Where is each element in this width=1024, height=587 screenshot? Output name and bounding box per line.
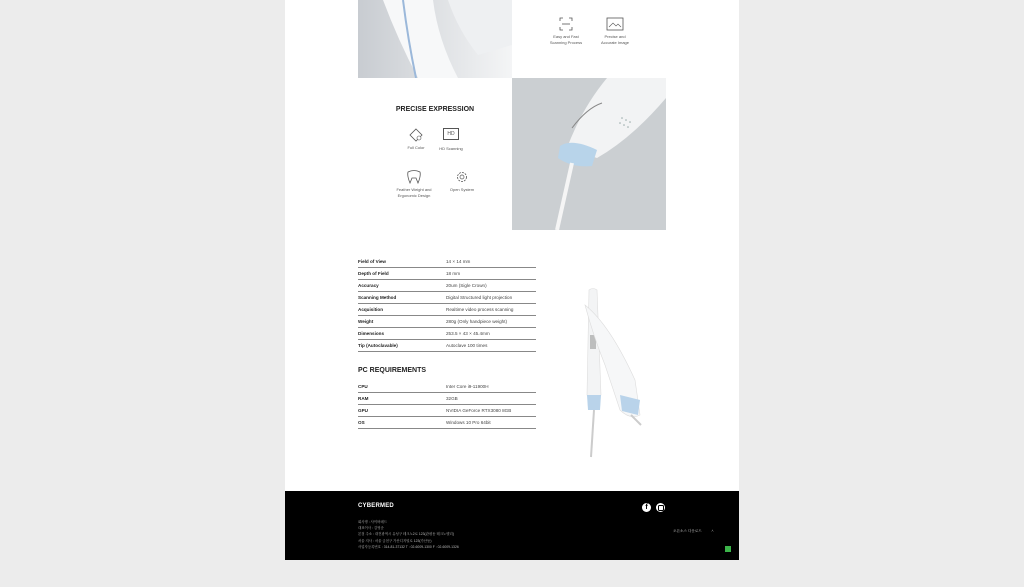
diamond-icon: [409, 128, 423, 142]
site-footer: [285, 491, 739, 560]
spec-value: 32GB: [446, 396, 458, 401]
feature-image: [592, 17, 638, 45]
footer-logo[interactable]: CYBERMED: [358, 503, 394, 509]
open-source-link[interactable]: [673, 529, 714, 534]
spec-row: [358, 393, 536, 405]
spec-value: 280g (Only handpiece weight): [446, 319, 508, 324]
facebook-icon[interactable]: f: [642, 503, 651, 512]
gear-icon: [455, 170, 469, 184]
spec-value: Windows 10 Pro 64bit: [446, 420, 491, 425]
spec-key: CPU: [358, 384, 368, 389]
scanner-product-image: [565, 285, 665, 465]
tooth-icon: [406, 170, 422, 184]
scan-icon: [559, 17, 573, 31]
spec-key: Dimensions: [358, 331, 385, 336]
spec-key: Accuracy: [358, 283, 379, 288]
spec-key: Tip (Autoclavable): [358, 343, 398, 348]
scroll-top-button[interactable]: [725, 546, 731, 552]
feature-weight: [391, 170, 437, 198]
feature-hd-label: HD Scanning: [439, 146, 463, 151]
spec-key: Weight: [358, 319, 374, 324]
footer-info-line: 서울 지사 : 서울 금천구 가산디지털로 123(가산동): [358, 538, 432, 543]
spec-value: NVIDIA GeForce RTX3080 8GB: [446, 408, 512, 413]
feature-scanning: [543, 17, 589, 45]
spec-value: 20um (Sigle Crown): [446, 283, 487, 288]
spec-row: [358, 292, 536, 304]
hd-icon: HD: [443, 128, 459, 140]
pc-requirements-table: [358, 381, 536, 429]
spec-row: [358, 268, 536, 280]
spec-value: 14 × 14 mm: [446, 259, 471, 264]
product-page: [285, 0, 739, 560]
spec-row: [358, 417, 536, 429]
spec-value: 253.5 × 43 × 45.4mm: [446, 331, 490, 336]
spec-key: Depth of Field: [358, 271, 389, 276]
scanner-tip-image: [512, 78, 666, 230]
precise-expression-title: PRECISE EXPRESSION: [395, 106, 475, 113]
feature-weight-line1: Feather Weight and: [396, 187, 432, 192]
open-source-arrow: ㅅ: [710, 529, 715, 533]
feature-image-line1: Precise and: [604, 34, 626, 39]
pc-requirements-title: PC REQUIREMENTS: [358, 367, 427, 374]
spec-key: GPU: [358, 408, 368, 413]
spec-value: Autoclave 100 times: [446, 343, 488, 348]
spec-row: [358, 316, 536, 328]
spec-value: Digital Structured light projection: [446, 295, 513, 300]
spec-value: 18 mm: [446, 271, 461, 276]
spec-row: [358, 280, 536, 292]
spec-row: [358, 405, 536, 417]
spec-key: OS: [358, 420, 365, 425]
spec-row: [358, 381, 536, 393]
spec-key: Acquisition: [358, 307, 384, 312]
feature-full-color-label: Full Color: [407, 145, 425, 150]
spec-row: [358, 328, 536, 340]
spec-row: [358, 340, 536, 352]
open-source-label: 오픈소스 다운로드: [673, 529, 702, 533]
spec-key: Field of View: [358, 259, 386, 264]
spec-row: [358, 304, 536, 316]
feature-scanning-line2: Scanning Process: [549, 39, 583, 45]
spec-table: [358, 256, 536, 352]
feature-image-line2: Accurate Image: [600, 39, 629, 45]
image-icon: [606, 17, 624, 31]
spec-row: [358, 256, 536, 268]
feature-hd: [428, 128, 474, 152]
feature-weight-line2: Ergonomic Design: [397, 192, 431, 198]
feature-open-system: [439, 170, 485, 193]
footer-info-line: 본점 주소 : 대전광역시 유성구 테크노2로 123(관평동 테크노밸리): [358, 532, 454, 537]
product-photo-top: [358, 0, 512, 78]
footer-info-line: 회사명 : 사이버메드: [358, 520, 388, 524]
scanner-closeup-image: [358, 0, 512, 78]
product-photo-tip: [512, 78, 666, 230]
spec-key: Scanning Method: [358, 295, 397, 300]
spec-key: RAM: [358, 396, 369, 401]
feature-open-system-label: Open System: [449, 187, 475, 192]
spec-value: Inter Core i9-11900H: [446, 384, 489, 389]
footer-info-line: 대표이사 : 김영준: [358, 526, 384, 531]
instagram-icon[interactable]: [656, 503, 665, 512]
footer-info-line: 사업자등록번호 : 314-81-37132 T : 02-6009-1300 F : 02-6009-1326: [358, 544, 459, 549]
feature-scanning-line1: Easy and Fast: [553, 34, 579, 39]
spec-value: Realtime video process scanning: [446, 307, 514, 312]
